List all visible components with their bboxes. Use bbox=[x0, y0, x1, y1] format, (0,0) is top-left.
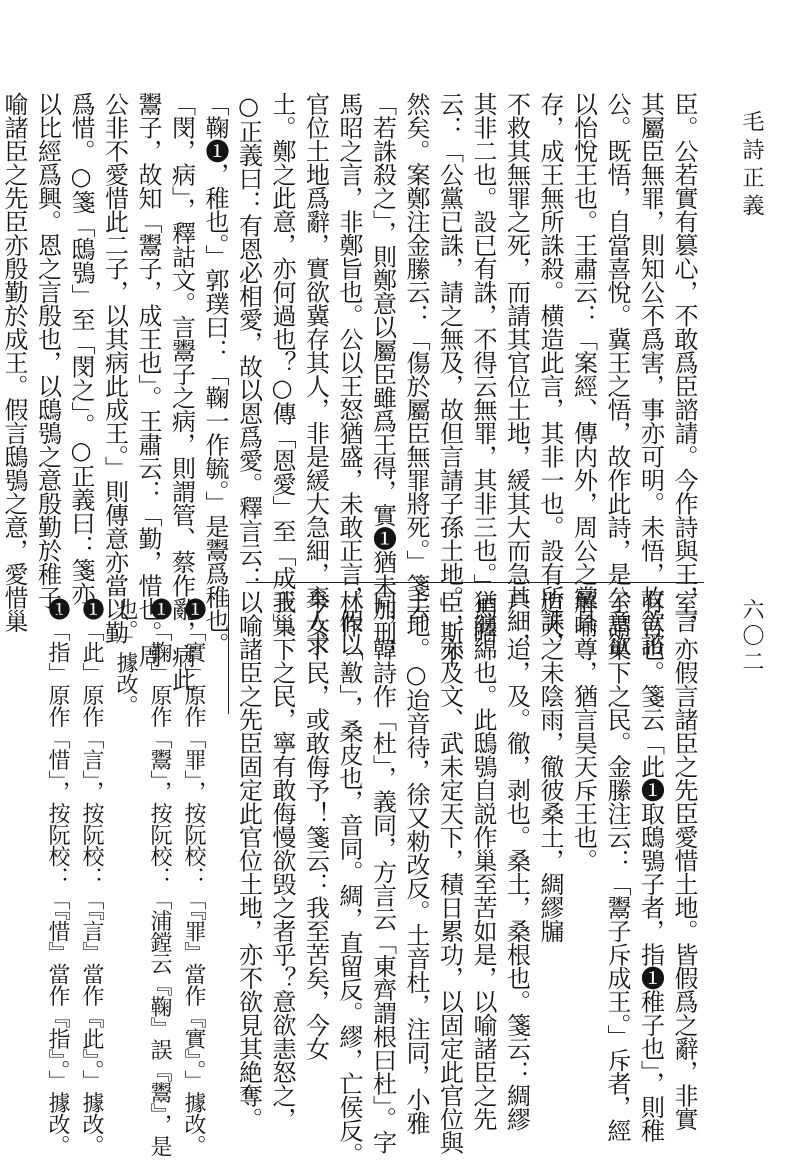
section-divider bbox=[246, 582, 704, 583]
page-number: 六〇二 bbox=[739, 598, 764, 676]
lower-commentary-text: 室，亦假言諸臣之先臣愛惜土地。皆假爲之辭，非實 有言也。箋云「此❶取鴟鴞子者，指❶稚子也」，則稚 子謂巢下之民。金縢注云：「鬻子斥成王。」斥者，經 解喻尊，猶言昊天斥王也。 迨天之未陰雨，徹彼桑土，綢繆牖 户。迨，及。徹，剥也。桑土，桑根也。箋云：綢繆 猶纏綿也。此鴟鴞自説作巢至苦如是，以喻諸臣之先 臣，亦及文、武未定天下，積日累功，以固定此官位與 土地。○迨音待，徐又勑改反。土音杜，注同，小雅 同，韓詩作「杜」，義同，方言云「東齊謂根曰杜」。字 林作「敾」，桑皮也，音同。綢，直留反。繆，亡侯反。 今女下民，或敢侮予！箋云：我至苦矣，今女 我巢下之民，寧有敢侮慢欲毁之者乎？意欲恚怒之， 以喻諸臣之先臣固定此官位土地，亦不欲見其絶奪。 bbox=[234, 590, 698, 1166]
upper-commentary-text: 臣。公若實有篡心，不敢爲臣諮請。今作詩與王，言 其屬臣無罪，則知公不爲害，事亦可明。未悟，故欲諮 公。既悟，自當喜悅。冀王之悟，故作此詩，是公意欲 以怡悅王也。王肅云：「案經、傳内外，周公之黨具 存，成王無所誅殺。横造此言，其非一也。設有所誅， 不救其無罪之死，而請其官位土地，緩其大而急其細， 其非二也。設已有誅，不得云無罪，其非三也。」馬昭 云：「公黨已誅，請之無及，故但言請子孫土地。」斯不 然矣。案鄭注金縢云：「傷於屬臣無罪將死。」箋云 「若誅殺之」，則鄭意以屬臣雖爲王得，實❶猶未加刑， 馬昭之言，非鄭旨也。公以王怒猶盛，未敢正言，假以 官位土地爲辭，實欲冀存其人，非是緩大急細，棄人求 土。鄭之此意，亦何過也？○傳「恩愛」至「成王」。 ○正義曰：有恩必相愛，故以恩爲愛。釋言云： 「鞠❶，稚也。」郭璞曰：「鞠一作毓。」是鬻爲稚也。 「閔，病」，釋詁文。言鬻子之病，則謂管、蔡作亂，病此 鬻子，故知「鬻子，成王也」。王肅云：「勤，惜也。周 公非不愛惜此二子，以其病此成王。」則傳意亦當以勤 爲惜。○箋「鴟鴞」至「閔之」。○正義曰：箋亦 以比經爲興。恩之言殷也，以鴟鴞之意殷勤於稚子， 喻諸臣之先臣亦殷勤於成王。假言鴟鴞之意，愛惜巢 bbox=[0, 92, 698, 691]
collation-footnotes: ❶「實」原作「罪」，按阮校：「『罪』當作『實』。」據改。 ❶「鞠」原作「鬻」，按阮校：「浦鏜云『鞠』誤『鬻』，是 也。」據改。 ❶「此」原作「言」，按阮校：「『言』當作『此』。」據改。 ❶「指」原作「惜」，按阮校：「『惜』當作『指』。」據改。 bbox=[45, 598, 206, 1157]
page-header-title: 毛詩正義 bbox=[739, 110, 764, 222]
footnote-divider bbox=[228, 594, 229, 714]
